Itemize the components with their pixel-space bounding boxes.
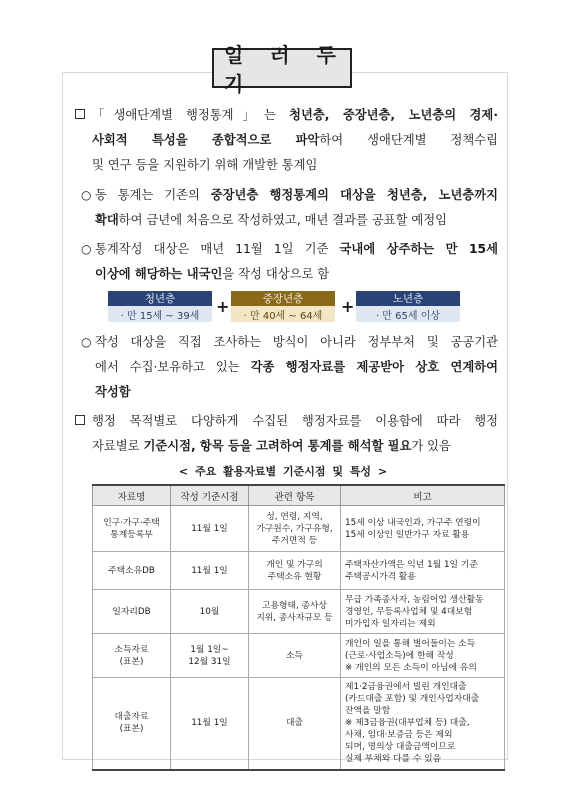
para2-line-1: 행정 목적별로 다양하게 수집된 행정자료를 이용함에 따라 행정 [92, 414, 498, 428]
bullet3-line-2: 에서 수집·보유하고 있는 각종 행정자료를 제공받아 상호 연계하여 [95, 360, 498, 374]
related-items: 대출 [249, 678, 341, 770]
related-items: 소득 [249, 634, 341, 678]
age-group-youth [108, 291, 212, 323]
age-group-name: 청년층 [108, 291, 212, 306]
remarks: 주택자산가액은 익년 1월 1일 기준 주택공시가격 활용 [341, 552, 505, 590]
square-bullet-icon [75, 109, 85, 119]
age-group-name: 노년층 [356, 291, 460, 306]
reference-date: 11월 1일 [171, 552, 249, 590]
bullet3-line-1: 작성 대상을 직접 조사하는 방식이 아니라 정부부처 및 공공기관 [95, 335, 498, 349]
age-group-range: · 만 40세 ~ 64세 [231, 306, 335, 322]
age-group-senior [356, 291, 460, 323]
source-name: 인구·가구·주택 통계등록부 [93, 506, 171, 552]
table-row [93, 634, 505, 678]
source-name: 대출자료 (표본) [93, 678, 171, 770]
source-name: 주택소유DB [93, 552, 171, 590]
age-group-range: · 만 15세 ~ 39세 [108, 306, 212, 322]
source-name: 일자리DB [93, 590, 171, 634]
remarks: 제1·2금융권에서 빌린 개인대출 (카드대출 포함) 및 개인사업자대출 잔액을 말함 ※ 제3금융권(대부업체 등) 대출, 사채, 임대·보증금 등은 제외 되며, 명의상 대출금액이므로 실제 부채와 다를 수 있음 [341, 678, 505, 770]
plus-sign: + [216, 297, 230, 316]
intro-line-2: 사회적 특성을 종합적으로 파악하여 생애단계별 정책수립 [92, 133, 498, 147]
age-group-name: 중장년층 [231, 291, 335, 306]
related-items: 고용형태, 종사상 지위, 종사자규모 등 [249, 590, 341, 634]
age-group-legend [108, 291, 468, 325]
para2-line-2: 자료별로 기준시점, 항목 등을 고려하여 통계를 해석할 필요가 있음 [92, 439, 451, 453]
column-header: 작성 기준시점 [171, 485, 249, 506]
data-source-table [92, 484, 505, 771]
intro-paragraph [92, 103, 498, 178]
reference-date: 11월 1일 [171, 678, 249, 770]
interpretation-paragraph [92, 409, 498, 459]
bullet-extension [81, 183, 498, 233]
age-group-middle [231, 291, 335, 323]
circle-bullet-icon: ○ [81, 335, 92, 349]
bullet-target [81, 237, 498, 287]
table-row [93, 506, 505, 552]
table-row [93, 552, 505, 590]
intro-line-3: 및 연구 등을 지원하기 위해 개발한 통계임 [92, 158, 318, 172]
remarks: 무급 가족종사자, 농림어업 생산활동 경영인, 무등록사업체 및 4대보험 미가입자 일자리는 제외 [341, 590, 505, 634]
remarks: 개인이 일을 통해 벌어들이는 소득 (근로·사업소득)에 한해 작성 ※ 개인의 모든 소득이 아님에 유의 [341, 634, 505, 678]
plus-sign: + [341, 297, 355, 316]
related-items: 성, 연령, 지역, 가구원수, 가구유형, 주거면적 등 [249, 506, 341, 552]
table-row [93, 590, 505, 634]
circle-bullet-icon: ○ [81, 242, 92, 256]
bullet1-line-1: 동 통계는 기존의 중장년층 행정통계의 대상을 청년층, 노년층까지 [95, 188, 498, 202]
table-row [93, 678, 505, 770]
source-name: 소득자료 (표본) [93, 634, 171, 678]
circle-bullet-icon: ○ [81, 188, 92, 202]
reference-date: 10월 [171, 590, 249, 634]
reference-date: 1월 1일~ 12월 31일 [171, 634, 249, 678]
table-caption: < 주요 활용자료별 기준시점 및 특성 > [178, 465, 388, 478]
related-items: 개인 및 가구의 주택소유 현황 [249, 552, 341, 590]
reference-date: 11월 1일 [171, 506, 249, 552]
bullet3-line-3: 작성함 [95, 385, 131, 399]
column-header: 비고 [341, 485, 505, 506]
column-header: 관련 항목 [249, 485, 341, 506]
square-bullet-icon [75, 415, 85, 425]
column-header: 자료명 [93, 485, 171, 506]
age-group-range: · 만 65세 이상 [356, 306, 460, 322]
intro-line-1: 「생애단계별 행정통계」는 청년층, 중장년층, 노년층의 경제· [92, 108, 498, 122]
bullet-method [81, 330, 498, 405]
table-header-row [93, 485, 505, 506]
remarks: 15세 이상 내국인과, 가구주 연령이 15세 이상인 일반가구 자료 활용 [341, 506, 505, 552]
bullet2-line-1: 통계작성 대상은 매년 11월 1일 기준 국내에 상주하는 만 15세 [95, 242, 498, 256]
bullet2-line-2: 이상에 해당하는 내국인을 작성 대상으로 함 [95, 267, 330, 281]
page-title: 일 러 두 기 [212, 48, 352, 88]
bullet1-line-2: 확대하여 금년에 처음으로 작성하였고, 매년 결과를 공표할 예정임 [95, 213, 448, 227]
